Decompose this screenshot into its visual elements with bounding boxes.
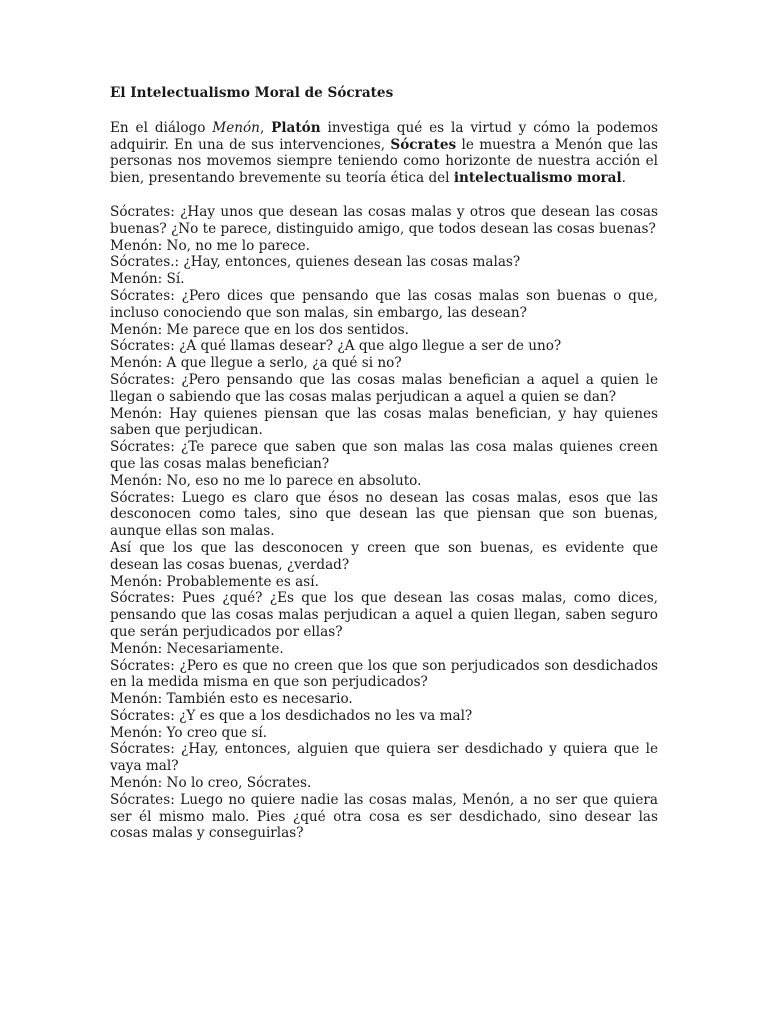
dialogue-line: Sócrates: ¿A qué llamas desear? ¿A que algo llegue a ser de uno? bbox=[110, 338, 562, 355]
dialogue-line: Menón: A que llegue a serlo, ¿a qué si no? bbox=[110, 355, 402, 372]
dialogue-line: Sócrates: ¿Pero es que no creen que los que son perjudicados son desdichados en la medida misma en que son perjudicados? bbox=[110, 657, 658, 691]
dialogue-line: Sócrates: ¿Pero pensando que las cosas malas benefician a aquel a quien le llegan o sabiendo que las cosas malas perjudican a aquel a quien se dan? bbox=[110, 371, 658, 405]
document-title: El Intelectualismo Moral de Sócrates bbox=[110, 85, 394, 101]
dialogue-line: Sócrates: Pues ¿qué? ¿Es que los que desean las cosas malas, como dices, pensando que las cosas malas perjudican a aquel a quien llegan, saben seguro que serán perjudicados por ellas? bbox=[110, 590, 658, 640]
intro-menon-italic: Menón bbox=[212, 119, 260, 136]
intro-intelectualismo-bold: intelectualismo moral bbox=[453, 170, 622, 187]
dialogue-line: Sócrates: ¿Pero dices que pensando que las cosas malas son buenas o que, incluso conociendo que son malas, sin embargo, las desean? bbox=[110, 287, 658, 321]
intro-text-2: , bbox=[259, 119, 272, 136]
intro-text-1: En el diálogo bbox=[110, 119, 213, 136]
dialogue-line: Menón: Hay quienes piensan que las cosas malas benefician, y hay quienes saben que perjudican. bbox=[110, 405, 658, 439]
dialogue-line: Menón: Probablemente es así. bbox=[110, 573, 319, 590]
intro-text-3: investiga qué es la virtud y cómo la podemos adquirir. En una de sus intervenciones, bbox=[110, 119, 658, 153]
dialogue-line: Sócrates: ¿Te parece que saben que son malas las cosa malas quienes creen que las cosas malas benefician? bbox=[110, 439, 658, 472]
dialogue-line: Sócrates: Luego es claro que ésos no desean las cosas malas, esos que las desconocen como tales, sino que desean las que piensan que son buenas, aunque ellas son malas. bbox=[110, 489, 658, 540]
dialogue-line: Menón: Sí. bbox=[110, 271, 185, 288]
intro-text-5: . bbox=[621, 170, 626, 187]
dialogue-line: Menón: No, no me lo parece. bbox=[110, 237, 310, 254]
intro-paragraph bbox=[110, 120, 658, 187]
dialogue-line: Menón: No lo creo, Sócrates. bbox=[110, 775, 312, 792]
dialogue-line: Sócrates: ¿Hay, entonces, alguien que quiera ser desdichado y quiera que le vaya mal? bbox=[110, 741, 658, 775]
dialogue-line: Sócrates.: ¿Hay, entonces, quienes desean las cosas malas? bbox=[110, 254, 521, 271]
dialogue-line: Sócrates: ¿Hay unos que desean las cosas malas y otros que desean las cosas buenas? ¿No te parece, distinguido amigo, que todos desean las cosas buenas? bbox=[110, 203, 658, 237]
dialogue-line: Menón: Necesariamente. bbox=[110, 640, 284, 657]
dialogue-line: Menón: Yo creo que sí. bbox=[110, 724, 267, 741]
dialogue-line: Menón: También esto es necesario. bbox=[110, 691, 353, 708]
intro-socrates-bold: Sócrates bbox=[390, 136, 457, 153]
dialogue bbox=[110, 204, 658, 842]
dialogue-line: Sócrates: Luego no quiere nadie las cosas malas, Menón, a no ser que quiera ser él mismo malo. Pies ¿qué otra cosa es ser desdichado, sino desear las cosas malas y conseguirlas? bbox=[110, 791, 658, 842]
dialogue-line: Menón: No, eso no me lo parece en absoluto. bbox=[110, 472, 422, 489]
intro-platon-bold: Platón bbox=[271, 119, 321, 136]
dialogue-line: Menón: Me parece que en los dos sentidos. bbox=[110, 321, 409, 338]
dialogue-line: Así que los que las desconocen y creen que son buenas, es evidente que desean las cosas buenas, ¿verdad? bbox=[110, 539, 658, 573]
intro-text-4: le muestra a Menón que las personas nos movemos siempre teniendo como horizonte de nuestra acción el bien, presentando brevemente su teoría ética del bbox=[110, 136, 658, 187]
dialogue-line: Sócrates: ¿Y es que a los desdichados no les va mal? bbox=[110, 707, 473, 724]
document-page bbox=[110, 85, 658, 842]
